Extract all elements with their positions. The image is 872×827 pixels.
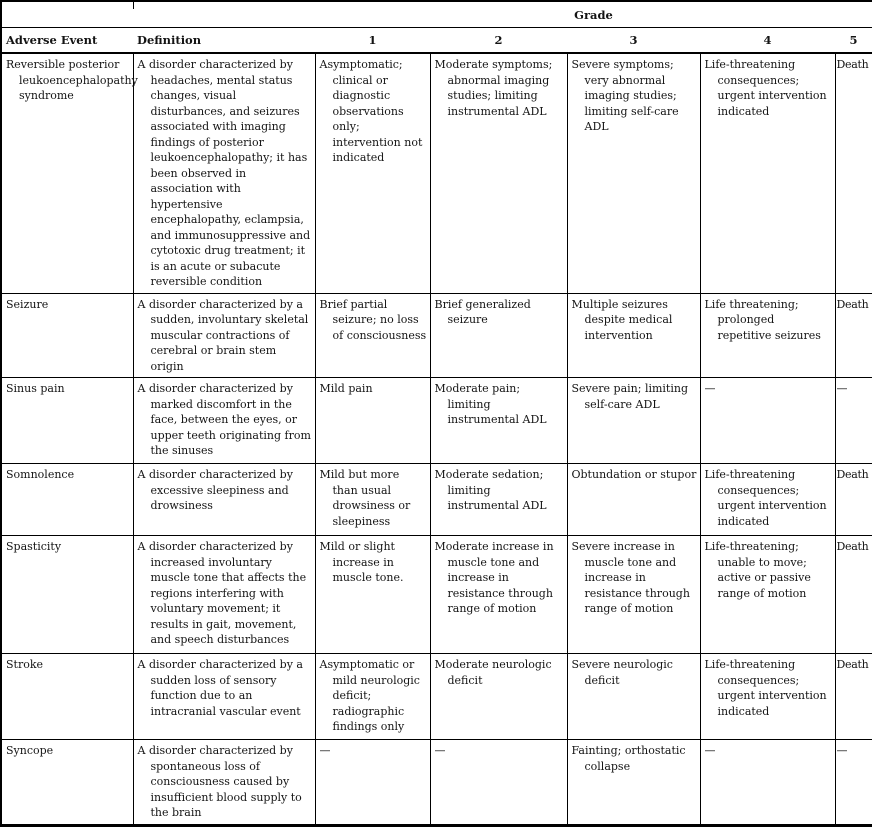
cell-definition: A disorder characterized by a sudden, involuntary skeletal muscular contractions of cerebral or brain stem origin xyxy=(133,293,315,378)
column-header-row xyxy=(1,27,872,53)
column-header-adverse-event: Adverse Event xyxy=(1,27,133,53)
cell-grade-4: Life-threatening; unable to move; active or passive range of motion xyxy=(700,536,835,654)
cell-grade-1: Mild but more than usual drowsiness or sleepiness xyxy=(315,464,430,536)
column-header-grade-5: 5 xyxy=(835,27,872,53)
cell-definition: A disorder characterized by spontaneous loss of consciousness caused by insufficient blood supply to the brain xyxy=(133,740,315,826)
cell-grade-1: Mild or slight increase in muscle tone. xyxy=(315,536,430,654)
cell-grade-2: Brief generalized seizure xyxy=(430,293,567,378)
column-header-definition: Definition xyxy=(133,27,315,53)
cell-adverse-event: Stroke xyxy=(1,654,133,740)
header-stub xyxy=(1,1,315,27)
cell-grade-4: Life-threatening consequences; urgent intervention indicated xyxy=(700,654,835,740)
cell-adverse-event: Sinus pain xyxy=(1,378,133,464)
table-row-seizure xyxy=(1,293,872,378)
cell-adverse-event: Spasticity xyxy=(1,536,133,654)
column-header-grade-3: 3 xyxy=(567,27,700,53)
column-header-grade-1: 1 xyxy=(315,27,430,53)
cell-grade-2: — xyxy=(430,740,567,826)
table-row-somnolence xyxy=(1,464,872,536)
cell-grade-1: — xyxy=(315,740,430,826)
cell-grade-4: Life-threatening consequences; urgent intervention indicated xyxy=(700,464,835,536)
cell-grade-3: Severe increase in muscle tone and increase in resistance through range of motion xyxy=(567,536,700,654)
table-row-rpls xyxy=(1,53,872,293)
grade-header-row xyxy=(1,1,872,27)
cell-grade-1: Asymptomatic; clinical or diagnostic observations only; intervention not indicated xyxy=(315,53,430,293)
cell-grade-3: Severe pain; limiting self-care ADL xyxy=(567,378,700,464)
cell-definition: A disorder characterized by increased involuntary muscle tone that affects the regions interfering with voluntary movement; it results in gait, movement, and speech disturbances xyxy=(133,536,315,654)
cell-grade-5: Death xyxy=(835,53,872,293)
cell-adverse-event: Syncope xyxy=(1,740,133,826)
cell-grade-5: Death xyxy=(835,654,872,740)
cell-grade-4: Life threatening; prolonged repetitive seizures xyxy=(700,293,835,378)
table-row-sinus-pain xyxy=(1,378,872,464)
cell-grade-5: Death xyxy=(835,464,872,536)
cell-grade-1: Brief partial seizure; no loss of consciousness xyxy=(315,293,430,378)
table-row-spasticity xyxy=(1,536,872,654)
cell-adverse-event: Somnolence xyxy=(1,464,133,536)
cell-grade-2: Moderate sedation; limiting instrumental ADL xyxy=(430,464,567,536)
cell-grade-3: Severe symptoms; very abnormal imaging studies; limiting self-care ADL xyxy=(567,53,700,293)
cell-grade-4: — xyxy=(700,378,835,464)
cell-definition: A disorder characterized by marked discomfort in the face, between the eyes, or upper teeth originating from the sinuses xyxy=(133,378,315,464)
column-header-grade-4: 4 xyxy=(700,27,835,53)
cell-definition: A disorder characterized by excessive sleepiness and drowsiness xyxy=(133,464,315,536)
cell-definition: A disorder characterized by headaches, mental status changes, visual disturbances, and seizures associated with imaging findings of posterior leukoencephalopathy; it has been observed in association with hypertensive encephalopathy, eclampsia, and immunosuppressive and cytotoxic drug treatment; it is an acute or subacute reversible condition xyxy=(133,53,315,293)
cell-grade-1: Asymptomatic or mild neurologic deficit; radiographic findings only xyxy=(315,654,430,740)
cell-grade-2: Moderate symptoms; abnormal imaging studies; limiting instrumental ADL xyxy=(430,53,567,293)
cell-grade-1: Mild pain xyxy=(315,378,430,464)
cell-grade-4: Life-threatening consequences; urgent intervention indicated xyxy=(700,53,835,293)
cell-grade-3: Multiple seizures despite medical intervention xyxy=(567,293,700,378)
cell-grade-5: Death xyxy=(835,536,872,654)
cell-grade-5: — xyxy=(835,378,872,464)
cell-grade-4: — xyxy=(700,740,835,826)
table-row-syncope xyxy=(1,740,872,826)
column-header-grade-2: 2 xyxy=(430,27,567,53)
cell-adverse-event: Reversible posterior leukoencephalopathy syndrome xyxy=(1,53,133,293)
cell-grade-2: Moderate pain; limiting instrumental ADL xyxy=(430,378,567,464)
cell-grade-5: Death xyxy=(835,293,872,378)
cell-definition: A disorder characterized by a sudden loss of sensory function due to an intracranial vascular event xyxy=(133,654,315,740)
cell-adverse-event: Seizure xyxy=(1,293,133,378)
table-row-stroke xyxy=(1,654,872,740)
cell-grade-3: Fainting; orthostatic collapse xyxy=(567,740,700,826)
cell-grade-2: Moderate increase in muscle tone and increase in resistance through range of motion xyxy=(430,536,567,654)
cell-grade-5: — xyxy=(835,740,872,826)
cell-grade-3: Obtundation or stupor xyxy=(567,464,700,536)
table-border-fragment xyxy=(133,2,134,9)
cell-grade-3: Severe neurologic deficit xyxy=(567,654,700,740)
cell-grade-2: Moderate neurologic deficit xyxy=(430,654,567,740)
grade-header-label: Grade xyxy=(315,1,872,27)
